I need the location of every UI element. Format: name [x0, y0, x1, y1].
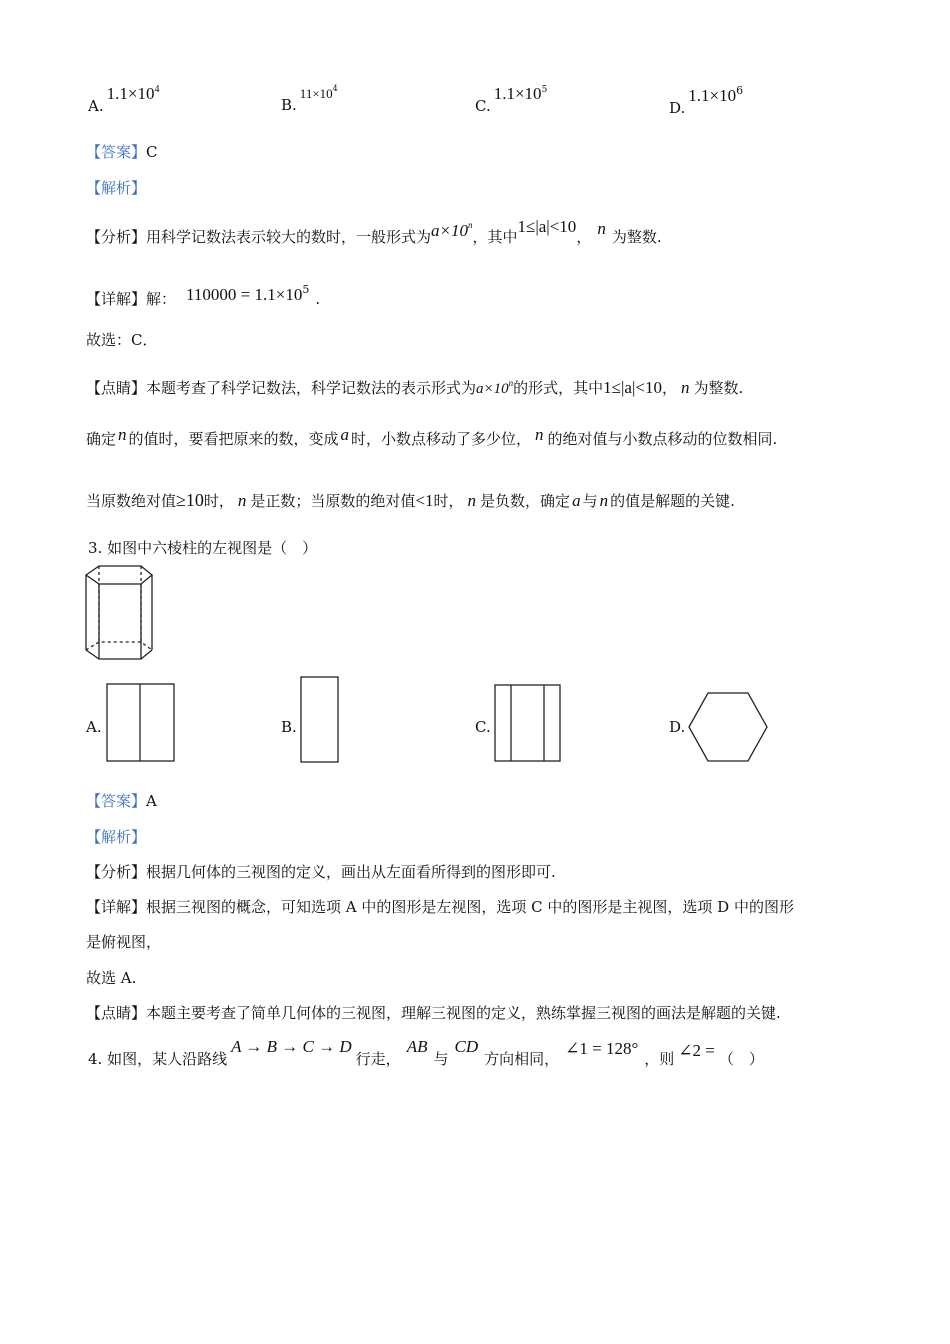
- q2-dianjing: 【点睛】本题考查了科学记数法，科学记数法的表示形式为$a\times 10^n$的形式，其中1≤|a|<10， n 为整数.: [86, 378, 744, 397]
- option-c-figure: [494, 684, 562, 764]
- q2-option-c: $C.1.1\times 10^5$: [475, 84, 548, 115]
- q2-guxuan: 故选：C．: [86, 331, 158, 349]
- q3-option-a: A.: [86, 718, 102, 736]
- q3-option-d: D.: [669, 718, 686, 736]
- q2-dianjing-line3: 当原数绝对值≥10时， n 是正数；当原数的绝对值<1时， n 是负数，确定 a 与 n 的值是解题的关键.: [86, 490, 735, 510]
- q3-fenxi: 【分析】根据几何体的三视图的定义，画出从左面看所得到的图形即可.: [86, 863, 556, 881]
- q2-dianjing-line2: 确定 n 的值时，要看把原来的数，变成 a 时，小数点移动了多少位， n 的绝对值与小数点移动的位数相同.: [86, 425, 778, 448]
- q3-xiangjie-line2: 是俯视图，: [86, 933, 162, 951]
- q2-xiangjie: 【详解】解： $110000 = 1.1\times 10^5$.: [86, 283, 321, 308]
- q2-analysis-tag: 【解析】: [86, 179, 147, 197]
- q3-dianjing: 【点睛】本题主要考查了简单几何体的三视图，理解三视图的定义，熟练掌握三视图的画法是解题的关键.: [86, 1004, 781, 1022]
- q2-option-a: $A.1.1\times 10^4$: [88, 84, 160, 115]
- q2-fenxi: 【分析】用科学记数法表示较大的数时，一般形式为$a\times 10^n$，其中1≤|a|<10， n 为整数.: [86, 217, 662, 246]
- q3-guxuan: 故选 A.: [86, 969, 137, 987]
- q2-option-b: $B.11\times 10^4$: [281, 84, 338, 114]
- option-a-figure: [106, 683, 176, 763]
- q4-stem: 4. 如图，某人沿路线A → B → C → D行走，AB与CD方向相同，∠1 = 128°，则 ∠2 = （ ）: [88, 1037, 764, 1068]
- q2-answer: 【答案】C: [86, 143, 158, 161]
- q3-option-b: B.: [281, 718, 297, 736]
- q3-xiangjie: 【详解】根据三视图的概念，可知选项 A 中的图形是左视图，选项 C 中的图形是主视图，选项 D 中的图形: [86, 898, 794, 916]
- q3-analysis-tag: 【解析】: [86, 828, 147, 846]
- q2-option-d: $D.1.1\times 10^6$: [669, 84, 744, 117]
- option-d-figure: [688, 692, 770, 764]
- option-b-figure: [300, 676, 340, 764]
- q3-option-c: C.: [475, 718, 491, 736]
- q3-stem: 3. 如图中六棱柱的左视图是（ ）: [88, 539, 318, 557]
- q3-answer: 【答案】A: [86, 792, 157, 810]
- hexagonal-prism-figure: [84, 564, 156, 664]
